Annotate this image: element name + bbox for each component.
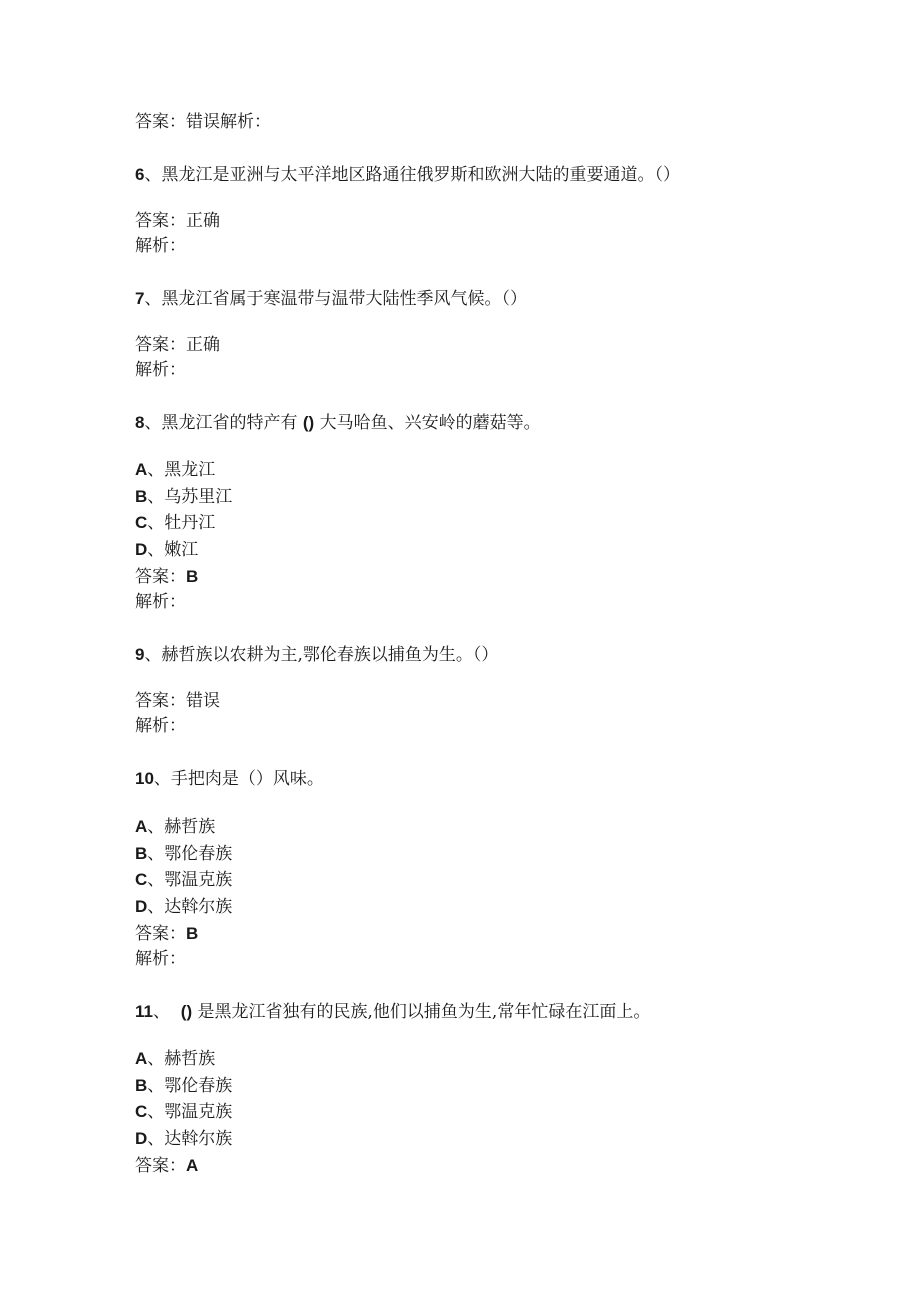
question-blank: () [180,1002,193,1021]
option-text: 、达斡尔族 [147,897,233,917]
option-letter: B [135,844,148,863]
option-text: 、赫哲族 [147,817,216,837]
answer-8 [135,566,198,588]
option-d [135,1128,232,1150]
answer-label: 答案： [135,567,186,587]
option-c [135,512,215,534]
option-text: 、牡丹江 [147,513,216,533]
option-c [135,1101,232,1123]
option-letter: B [135,1076,148,1095]
answer-value: B [186,567,199,586]
option-letter: B [135,487,148,506]
option-letter: A [135,1049,148,1068]
option-b [135,843,232,865]
question-9 [135,644,498,666]
question-8 [135,412,541,434]
answer-label: 答案： [135,1156,186,1176]
option-text: 、鄂伦春族 [147,1076,233,1096]
question-blank: () [302,413,315,432]
option-letter: D [135,1129,148,1148]
option-b [135,486,232,508]
question-text: 黑龙江省属于寒温带与温带大陆性季风气候。（） [161,289,527,309]
question-number: 10 [135,769,154,788]
question-text: 是黑龙江省独有的民族,他们以捕鱼为生,常年忙碌在江面上。 [192,1002,651,1022]
question-text-part-2: 大马哈鱼、兴安岭的蘑菇等。 [314,413,541,433]
option-text: 、鄂温克族 [147,870,233,890]
option-text: 、黑龙江 [147,460,216,480]
option-d [135,896,232,918]
option-letter: A [135,460,148,479]
question-number: 9 [135,645,145,664]
option-text: 、乌苏里江 [147,487,233,507]
question-separator: 、 [153,769,171,789]
answer-label: 答案： [135,924,186,944]
question-7 [135,288,527,310]
analysis-10: 解析： [135,949,186,969]
answer-value: A [186,1156,199,1175]
question-number: 7 [135,289,145,308]
question-number: 6 [135,165,145,184]
question-separator: 、 [144,645,162,665]
question-text: 赫哲族以农耕为主,鄂伦春族以捕鱼为生。（） [161,645,499,665]
question-number: 11 [135,1002,153,1021]
option-a [135,816,215,838]
analysis-9: 解析： [135,716,186,736]
option-d [135,539,198,561]
option-text: 、鄂温克族 [147,1102,233,1122]
option-text: 、赫哲族 [147,1049,216,1069]
intro-answer: 答案：错误解析： [135,112,271,132]
answer-6: 答案：正确 [135,211,220,231]
option-letter: C [135,1102,148,1121]
option-letter: A [135,817,148,836]
analysis-6: 解析： [135,236,186,256]
question-text-part-1: 黑龙江省的特产有 [161,413,303,433]
question-number: 8 [135,413,145,432]
option-text: 、嫩江 [147,540,199,560]
answer-10 [135,923,198,945]
question-separator: 、 [144,165,162,185]
option-text: 、达斡尔族 [147,1129,233,1149]
option-letter: C [135,870,148,889]
answer-7: 答案：正确 [135,335,220,355]
option-b [135,1075,232,1097]
question-separator: 、 [144,413,162,433]
option-a [135,459,215,481]
option-letter: C [135,513,148,532]
option-letter: D [135,897,148,916]
option-letter: D [135,540,148,559]
option-text: 、鄂伦春族 [147,844,233,864]
option-c [135,869,232,891]
answer-value: B [186,924,199,943]
question-text: 黑龙江是亚洲与太平洋地区路通往俄罗斯和欧洲大陆的重要通道。（） [161,165,680,185]
answer-9: 答案：错误 [135,691,220,711]
option-a [135,1048,215,1070]
answer-11 [135,1155,198,1177]
question-separator: 、 [152,1002,170,1022]
question-10 [135,768,324,790]
analysis-8: 解析： [135,592,186,612]
question-text: 手把肉是（）风味。 [170,769,324,789]
question-6 [135,164,680,186]
question-separator: 、 [144,289,162,309]
question-11 [135,1001,650,1023]
analysis-7: 解析： [135,360,186,380]
